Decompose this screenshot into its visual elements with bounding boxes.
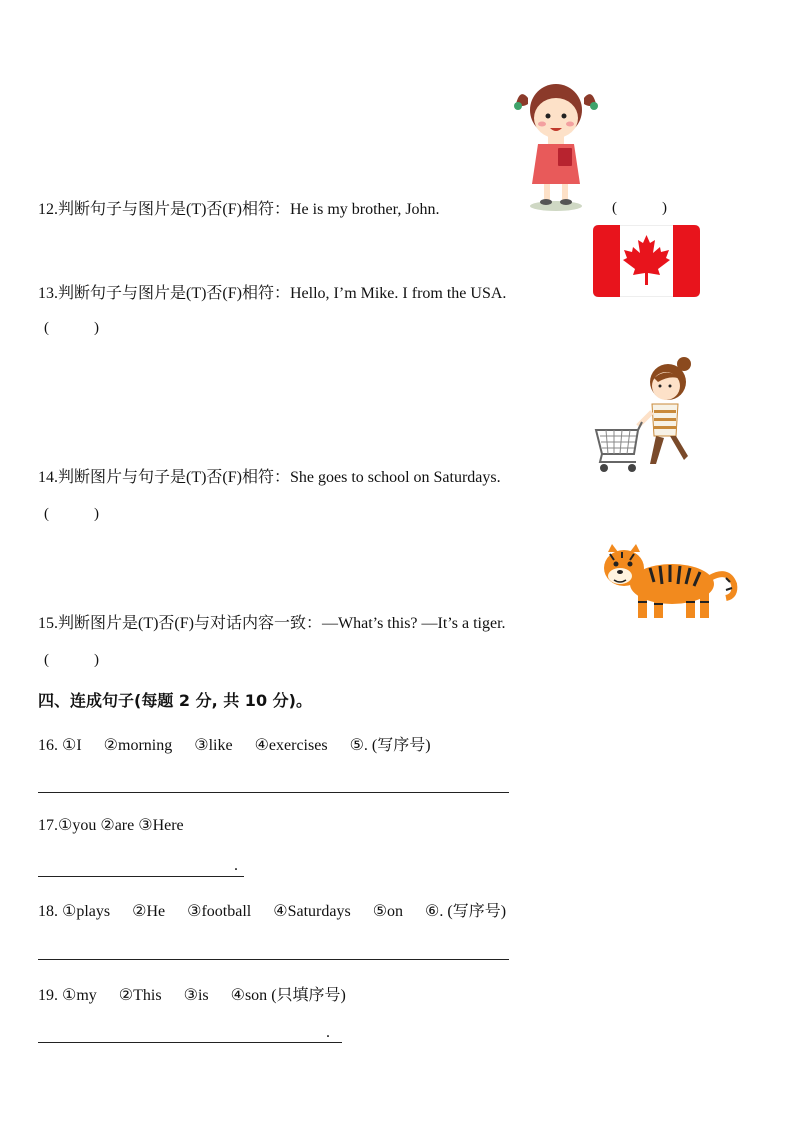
question-number: 15.	[38, 615, 58, 632]
question-number: 14.	[38, 469, 58, 486]
sentence-period: .	[326, 1024, 330, 1041]
question-14	[38, 464, 501, 487]
sentence-period: .	[234, 857, 238, 874]
word-option: ④Saturdays	[273, 903, 351, 920]
answer-line[interactable]	[38, 792, 509, 793]
item-number: 19.	[38, 987, 58, 1004]
item-17	[38, 815, 184, 835]
word-option: ②This	[118, 987, 162, 1004]
question-12	[38, 196, 440, 219]
word-option: ②are	[100, 817, 135, 834]
answer-line[interactable]	[38, 1042, 342, 1043]
section-heading: 四、连成句子(每题 2 分, 共 10 分)。	[38, 691, 312, 710]
item-number: 17.	[38, 817, 58, 834]
answer-paren[interactable]: ( )	[44, 320, 99, 336]
answer-line[interactable]	[38, 876, 244, 877]
word-option: ⑤on	[372, 903, 404, 920]
item-18	[38, 898, 506, 921]
item-number: 16.	[38, 737, 58, 754]
word-option: ①plays	[62, 903, 111, 920]
word-option: ④exercises	[254, 737, 328, 754]
answer-line[interactable]	[38, 959, 509, 960]
question-15	[38, 610, 506, 633]
word-option: ⑥.	[425, 903, 444, 920]
item-note: (写序号)	[447, 903, 507, 920]
word-option: ②morning	[103, 737, 173, 754]
question-prompt: 判断图片是(T)否(F)与对话内容一致：—What’s this? —It’s a tiger.	[58, 615, 506, 632]
word-option: ③Here	[138, 817, 184, 834]
girl-cartoon-icon	[510, 78, 602, 214]
item-note: (写序号)	[371, 737, 431, 754]
word-option: ③is	[183, 987, 209, 1004]
question-prompt: 判断句子与图片是(T)否(F)相符：Hello, I’m Mike. I from the USA.	[58, 285, 507, 302]
answer-paren[interactable]: ( )	[612, 200, 667, 216]
item-16	[38, 732, 431, 755]
question-number: 12.	[38, 201, 58, 218]
word-option: ③like	[194, 737, 233, 754]
question-number: 13.	[38, 285, 58, 302]
item-19	[38, 982, 346, 1005]
word-option: ③football	[187, 903, 252, 920]
item-number: 18.	[38, 903, 58, 920]
answer-paren[interactable]: ( )	[44, 652, 99, 668]
girl-shopping-cart-icon	[592, 356, 700, 478]
item-note: (只填序号)	[271, 987, 346, 1004]
word-option: ①my	[62, 987, 97, 1004]
word-option: ①you	[58, 817, 97, 834]
word-option: ②He	[132, 903, 166, 920]
question-prompt: 判断句子与图片是(T)否(F)相符：He is my brother, John.	[58, 201, 440, 218]
tiger-cartoon-icon	[600, 538, 740, 624]
word-option: ①I	[62, 737, 82, 754]
question-13	[38, 280, 506, 303]
word-option: ⑤.	[349, 737, 368, 754]
canada-flag-icon	[593, 225, 700, 297]
question-prompt: 判断图片与句子是(T)否(F)相符：She goes to school on Saturdays.	[58, 469, 501, 486]
word-option: ④son	[230, 987, 268, 1004]
answer-paren[interactable]: ( )	[44, 506, 99, 522]
